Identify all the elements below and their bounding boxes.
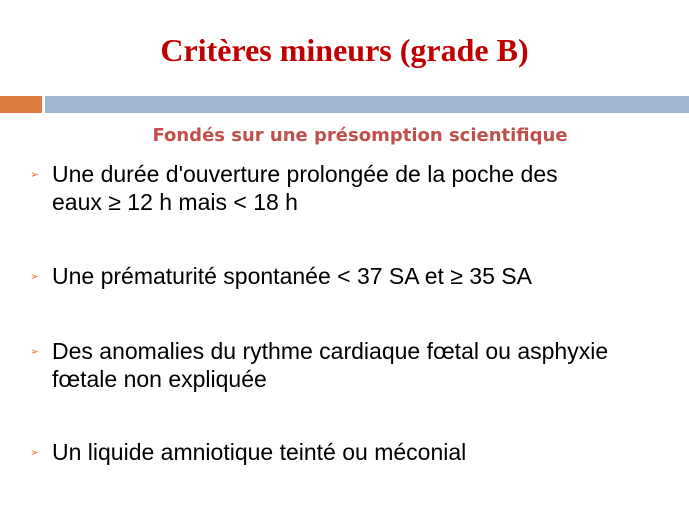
bullet-text [52, 438, 670, 466]
bullet-item [30, 262, 670, 292]
bullet-line: Une prématurité spontanée < 37 SA et ≥ 35 SA [52, 263, 532, 289]
bullet-text [52, 262, 670, 290]
arrow-bullet-icon: ➢ [30, 270, 40, 283]
bullet-line: fœtale non expliquée [52, 366, 267, 392]
arrow-bullet-icon: ➢ [30, 345, 40, 358]
bullet-line: Une durée d'ouverture prolongée de la poche des [52, 161, 558, 187]
arrow-bullet-icon: ➢ [30, 168, 40, 181]
arrow-bullet-icon: ➢ [30, 446, 40, 459]
bullet-item [30, 438, 670, 468]
bullet-text [52, 337, 670, 393]
bullet-line: eaux ≥ 12 h mais < 18 h [52, 189, 298, 215]
slide-subtitle: Fondés sur une présomption scientifique [152, 125, 568, 146]
bullet-item [30, 160, 670, 216]
bullet-item [30, 337, 670, 393]
bullet-line: Un liquide amniotique teinté ou méconial [52, 439, 467, 465]
bullet-text [52, 160, 670, 216]
bullet-line: Des anomalies du rythme cardiaque fœtal ou asphyxie [52, 338, 609, 364]
slide-title: Critères mineurs (grade B) [160, 32, 529, 68]
